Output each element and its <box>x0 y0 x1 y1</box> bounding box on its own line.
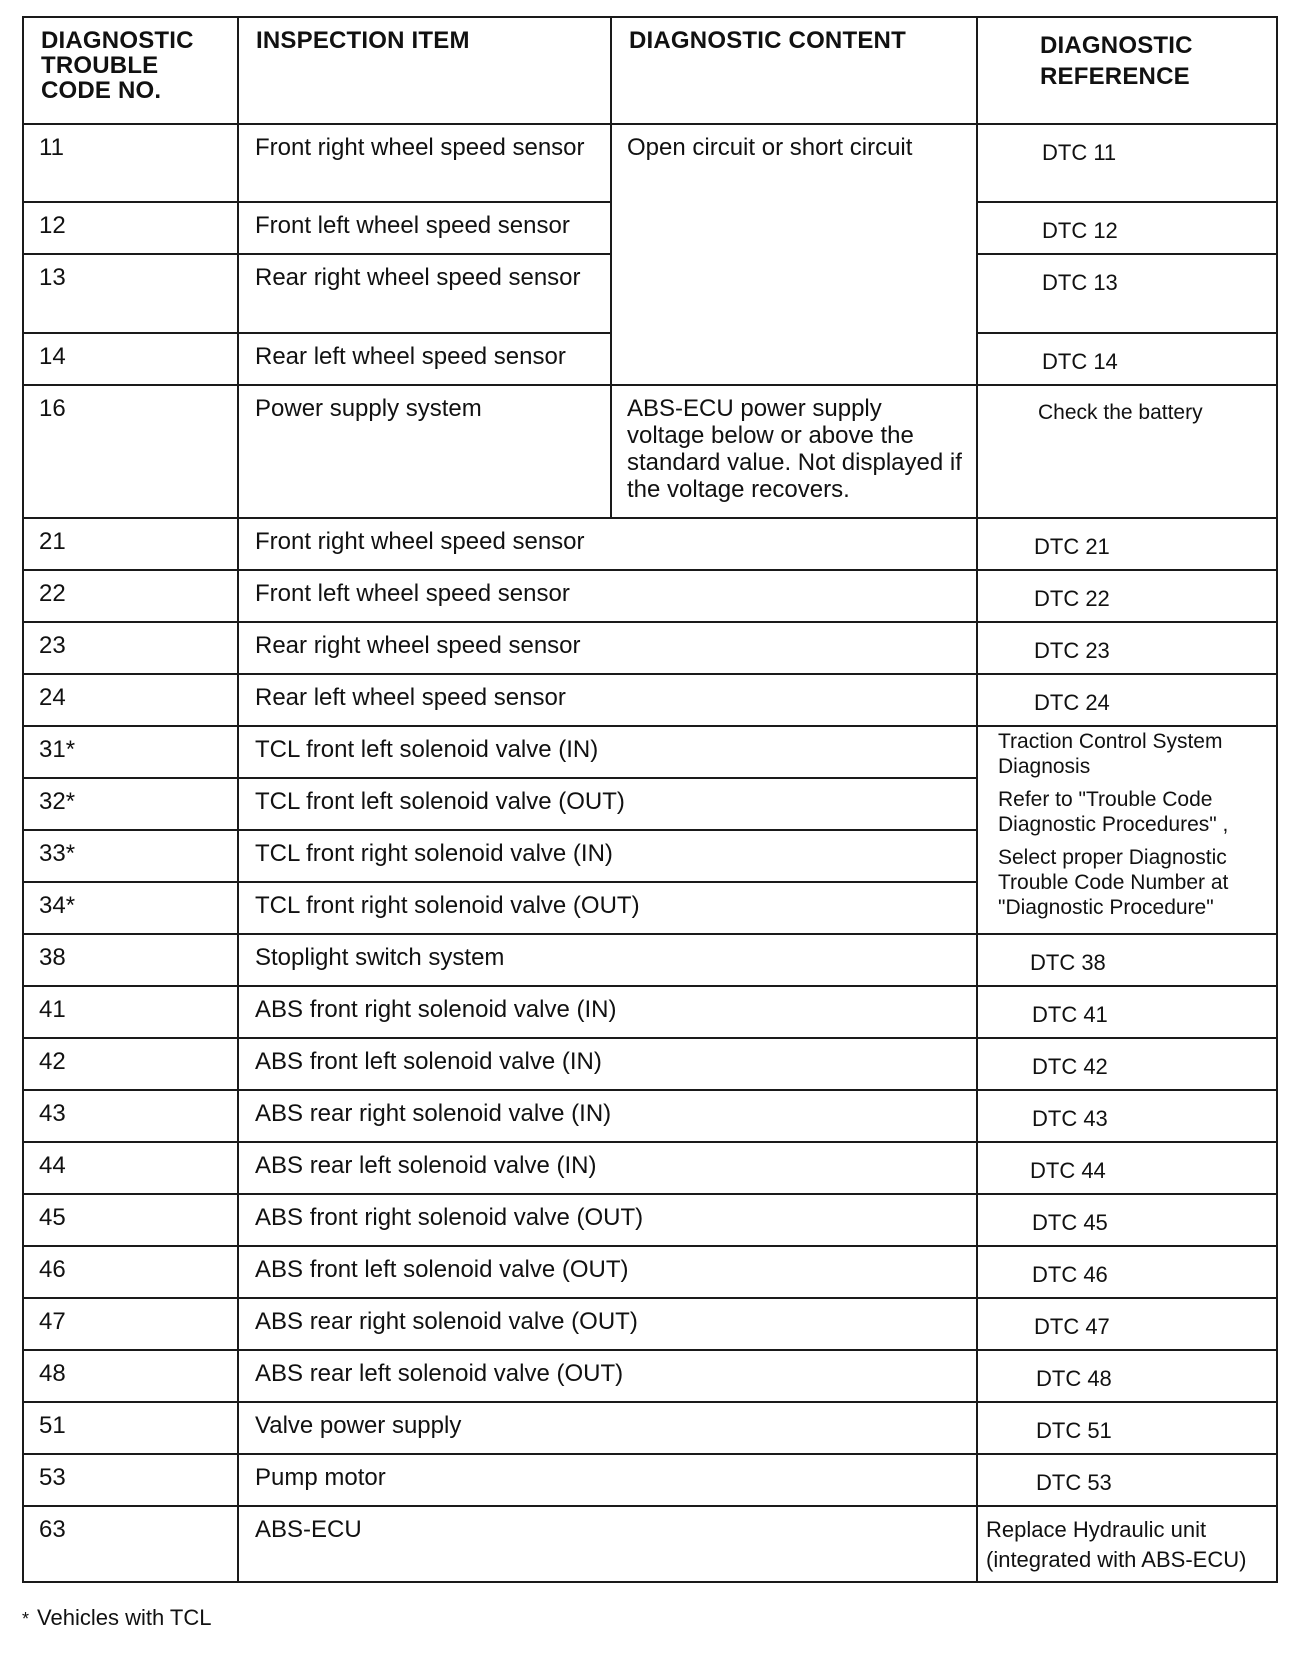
reference-cell: DTC 45 <box>977 1194 1277 1246</box>
reference-cell: DTC 41 <box>977 986 1277 1038</box>
code-cell: 13 <box>23 254 238 333</box>
item-cell: TCL front right solenoid valve (IN) <box>238 830 977 882</box>
code-cell: 12 <box>23 202 238 254</box>
item-cell: Front left wheel speed sensor <box>238 570 977 622</box>
table-row <box>23 518 1277 570</box>
table-row <box>23 124 1277 202</box>
reference-cell: DTC 42 <box>977 1038 1277 1090</box>
item-cell: Valve power supply <box>238 1402 977 1454</box>
dtc-table <box>22 16 1278 1583</box>
item-cell: ABS front right solenoid valve (IN) <box>238 986 977 1038</box>
reference-cell: DTC 53 <box>977 1454 1277 1506</box>
reference-cell: Check the battery <box>977 385 1277 518</box>
reference-cell: DTC 13 <box>977 254 1277 333</box>
table-row <box>23 622 1277 674</box>
reference-cell: DTC 22 <box>977 570 1277 622</box>
code-cell: 48 <box>23 1350 238 1402</box>
tcl-reference-line: Traction Control System Diagnosis <box>998 730 1223 778</box>
item-cell: TCL front right solenoid valve (OUT) <box>238 882 977 934</box>
header-code: DIAGNOSTIC TROUBLE CODE NO. <box>23 17 238 124</box>
reference-cell: DTC 38 <box>977 934 1277 986</box>
reference-cell: DTC 47 <box>977 1298 1277 1350</box>
reference-cell: DTC 23 <box>977 622 1277 674</box>
code-cell: 38 <box>23 934 238 986</box>
table-row <box>23 1298 1277 1350</box>
header-row <box>23 17 1277 124</box>
item-cell: ABS front left solenoid valve (IN) <box>238 1038 977 1090</box>
code-cell: 46 <box>23 1246 238 1298</box>
code-cell: 31* <box>23 726 238 778</box>
item-cell: Front right wheel speed sensor <box>238 518 977 570</box>
footnote <box>22 1605 211 1631</box>
dtc-table-container <box>22 16 1276 1583</box>
item-cell: Front left wheel speed sensor <box>238 202 611 254</box>
reference-cell: DTC 24 <box>977 674 1277 726</box>
item-cell: Rear left wheel speed sensor <box>238 333 611 385</box>
content-cell: ABS-ECU power supply voltage below or above the standard value. Not displayed if the voltage recovers. <box>611 385 977 518</box>
item-cell: ABS rear left solenoid valve (OUT) <box>238 1350 977 1402</box>
item-cell: ABS-ECU <box>238 1506 977 1582</box>
reference-cell: DTC 11 <box>977 124 1277 202</box>
table-row <box>23 1350 1277 1402</box>
item-cell: Rear right wheel speed sensor <box>238 622 977 674</box>
code-cell: 21 <box>23 518 238 570</box>
reference-cell: DTC 14 <box>977 333 1277 385</box>
item-cell: Stoplight switch system <box>238 934 977 986</box>
code-cell: 42 <box>23 1038 238 1090</box>
header-item: INSPECTION ITEM <box>238 17 611 124</box>
code-cell: 14 <box>23 333 238 385</box>
table-row <box>23 1402 1277 1454</box>
table-row <box>23 1038 1277 1090</box>
item-cell: Power supply system <box>238 385 611 518</box>
reference-cell: DTC 48 <box>977 1350 1277 1402</box>
reference-cell: DTC 51 <box>977 1402 1277 1454</box>
code-cell: 53 <box>23 1454 238 1506</box>
reference-cell: DTC 12 <box>977 202 1277 254</box>
footnote-marker: * <box>22 1609 30 1629</box>
table-row <box>23 726 1277 778</box>
content-cell: Open circuit or short circuit <box>611 124 977 385</box>
header-content: DIAGNOSTIC CONTENT <box>611 17 977 124</box>
code-cell: 22 <box>23 570 238 622</box>
code-cell: 47 <box>23 1298 238 1350</box>
table-row <box>23 1194 1277 1246</box>
table-row <box>23 1246 1277 1298</box>
code-cell: 41 <box>23 986 238 1038</box>
code-cell: 44 <box>23 1142 238 1194</box>
reference-cell: DTC 43 <box>977 1090 1277 1142</box>
table-row <box>23 1506 1277 1582</box>
table-row <box>23 1454 1277 1506</box>
item-cell: TCL front left solenoid valve (OUT) <box>238 778 977 830</box>
table-row <box>23 570 1277 622</box>
code-cell: 32* <box>23 778 238 830</box>
item-cell: ABS front left solenoid valve (OUT) <box>238 1246 977 1298</box>
code-cell: 11 <box>23 124 238 202</box>
table-row <box>23 1090 1277 1142</box>
code-cell: 45 <box>23 1194 238 1246</box>
code-cell: 33* <box>23 830 238 882</box>
table-row <box>23 674 1277 726</box>
footnote-text: Vehicles with TCL <box>37 1605 212 1630</box>
code-cell: 51 <box>23 1402 238 1454</box>
tcl-reference-cell <box>977 726 1277 934</box>
item-cell: ABS front right solenoid valve (OUT) <box>238 1194 977 1246</box>
item-cell: ABS rear right solenoid valve (OUT) <box>238 1298 977 1350</box>
table-row <box>23 385 1277 518</box>
code-cell: 24 <box>23 674 238 726</box>
reference-cell: DTC 21 <box>977 518 1277 570</box>
code-cell: 43 <box>23 1090 238 1142</box>
item-cell: ABS rear right solenoid valve (IN) <box>238 1090 977 1142</box>
item-cell: Front right wheel speed sensor <box>238 124 611 202</box>
tcl-reference-line: Select proper Diagnostic Trouble Code Number at "Diagnostic Procedure" <box>998 846 1229 919</box>
code-cell: 23 <box>23 622 238 674</box>
item-cell: Rear right wheel speed sensor <box>238 254 611 333</box>
reference-cell: Replace Hydraulic unit (integrated with ABS-ECU) <box>977 1506 1277 1582</box>
header-reference: DIAGNOSTIC REFERENCE <box>977 17 1277 124</box>
code-cell: 63 <box>23 1506 238 1582</box>
code-cell: 34* <box>23 882 238 934</box>
item-cell: Rear left wheel speed sensor <box>238 674 977 726</box>
table-row <box>23 934 1277 986</box>
reference-cell: DTC 44 <box>977 1142 1277 1194</box>
item-cell: ABS rear left solenoid valve (IN) <box>238 1142 977 1194</box>
tcl-reference-line: Refer to "Trouble Code Diagnostic Procedures" , <box>998 788 1229 836</box>
code-cell: 16 <box>23 385 238 518</box>
table-row <box>23 1142 1277 1194</box>
reference-cell: DTC 46 <box>977 1246 1277 1298</box>
item-cell: TCL front left solenoid valve (IN) <box>238 726 977 778</box>
table-row <box>23 986 1277 1038</box>
item-cell: Pump motor <box>238 1454 977 1506</box>
